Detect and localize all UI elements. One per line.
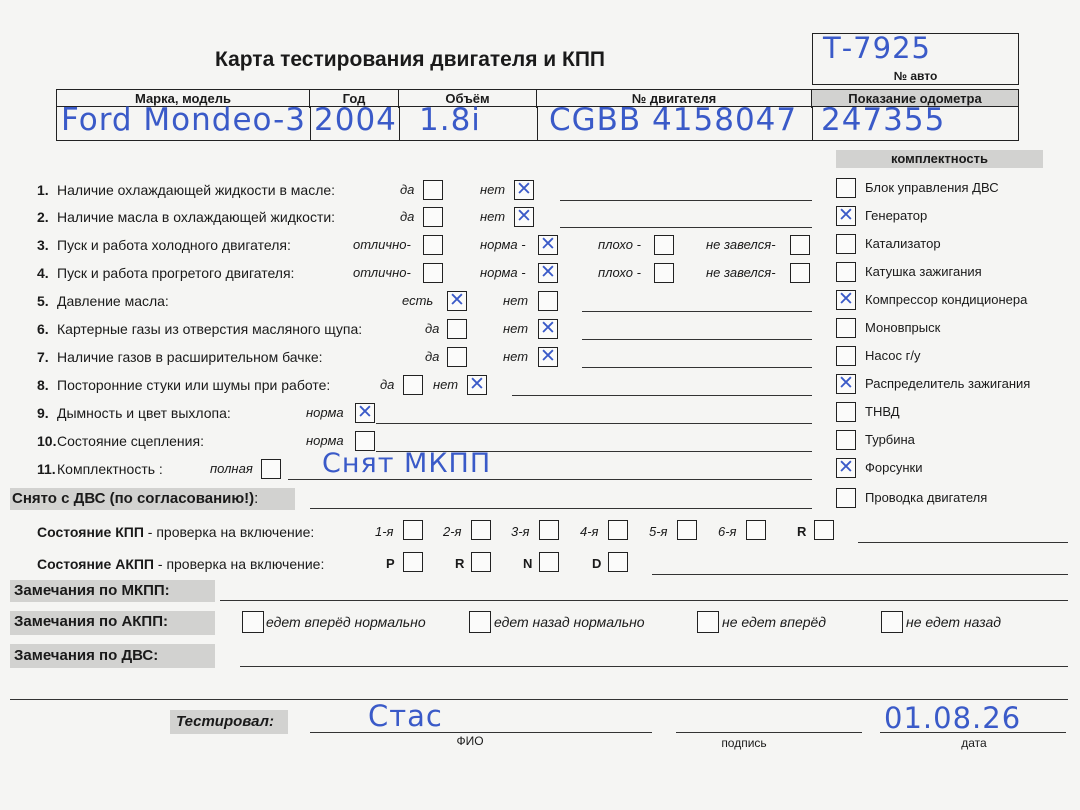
question-text: Пуск и работа прогретого двигателя: — [57, 265, 295, 281]
kpp-gear-3: 3-я — [511, 524, 530, 539]
remarks-extra-line — [10, 699, 1068, 700]
auto-number-label: № авто — [893, 69, 938, 83]
question-5 — [37, 293, 169, 309]
q3-opt-ploho: плохо - — [598, 237, 641, 252]
question-6 — [37, 321, 362, 337]
question-3 — [37, 237, 291, 253]
question-number: 10. — [37, 433, 57, 449]
q1-net-checkbox[interactable] — [514, 180, 534, 200]
kit-checkbox-turbo[interactable] — [836, 430, 856, 450]
question-7 — [37, 349, 323, 365]
removed-label — [12, 490, 258, 507]
col-divider-1 — [310, 106, 311, 140]
kpp-gear-4: 4-я — [580, 524, 599, 539]
q2-opt-da: да — [400, 209, 415, 224]
kpp-gear-6: 6-я — [718, 524, 737, 539]
question-text: Наличие масла в охлаждающей жидкости: — [57, 209, 336, 225]
date-value: 01.08.26 — [884, 701, 1022, 735]
volume-value: 1.8i — [419, 102, 481, 138]
header-table — [56, 89, 1019, 141]
q5-line — [582, 311, 812, 312]
question-text: Комплектность : — [57, 461, 163, 477]
tested-label: Тестировал: — [176, 713, 274, 730]
kpp-gear-1: 1-я — [375, 524, 394, 539]
kit-header: комплектность — [891, 151, 988, 166]
question-text: Состояние сцепления: — [57, 433, 204, 449]
kit-note-handwritten: Снят МКПП — [322, 448, 492, 479]
akpp-no-forward-checkbox[interactable] — [697, 611, 719, 633]
akpp-no-forward-label: не едет вперёд — [722, 614, 827, 630]
q2-da-checkbox[interactable] — [423, 207, 443, 227]
kit-checkbox-injectors[interactable] — [836, 458, 856, 478]
kpp-line — [858, 542, 1068, 543]
q8-net-checkbox[interactable] — [467, 375, 487, 395]
engine-number-value: CGBB 4158047 — [549, 102, 798, 138]
q2-line — [560, 227, 812, 228]
kpp-gear-1-checkbox[interactable] — [403, 520, 423, 540]
question-9 — [37, 405, 231, 421]
kit-label-ignition-coil: Катушка зажигания — [865, 264, 982, 279]
question-number: 7. — [37, 349, 49, 365]
q5-est-checkbox[interactable] — [447, 291, 467, 311]
name-line — [310, 732, 652, 733]
question-text: Посторонние стуки или шумы при работе: — [57, 377, 331, 393]
question-number: 9. — [37, 405, 49, 421]
kpp-gear-3-checkbox[interactable] — [539, 520, 559, 540]
kit-label-distributor: Распределитель зажигания — [865, 376, 1031, 391]
q8-da-checkbox[interactable] — [403, 375, 423, 395]
kit-label-injection-pump: ТНВД — [865, 404, 900, 419]
q4-ne-zavelsya-checkbox[interactable] — [790, 263, 810, 283]
date-line — [880, 732, 1066, 733]
q2-net-checkbox[interactable] — [514, 207, 534, 227]
q7-line — [582, 367, 812, 368]
question-number: 2. — [37, 209, 49, 225]
kit-label-wiring: Проводка двигателя — [865, 490, 988, 505]
q6-opt-da: да — [425, 321, 440, 336]
remarks-akpp-label: Замечания по АКПП: — [14, 613, 168, 630]
akpp-mode-r: R — [455, 556, 465, 571]
q6-net-checkbox[interactable] — [538, 319, 558, 339]
caption-date: дата — [961, 736, 987, 750]
odometer-value: 247355 — [821, 102, 946, 138]
kit-checkbox-distributor[interactable] — [836, 374, 856, 394]
question-text: Наличие газов в расширительном бачке: — [57, 349, 323, 365]
auto-number-value: Т-7925 — [823, 31, 931, 65]
col-divider-3 — [537, 106, 538, 140]
question-11 — [37, 461, 163, 477]
question-number: 11. — [37, 461, 56, 477]
col-divider-4 — [812, 106, 813, 140]
q5-opt-net: нет — [503, 293, 529, 308]
akpp-label-rest: - проверка на включение: — [154, 556, 325, 572]
question-number: 5. — [37, 293, 49, 309]
header-engine-number: № двигателя — [537, 90, 812, 108]
question-number: 4. — [37, 265, 49, 281]
question-text: Наличие охлаждающей жидкости в масле: — [57, 182, 336, 198]
q4-opt-ne-zavelsya: не завелся- — [706, 265, 776, 280]
q3-ne-zavelsya-checkbox[interactable] — [790, 235, 810, 255]
kpp-gear-5: 5-я — [649, 524, 668, 539]
question-text: Картерные газы из отверстия масляного щупа: — [57, 321, 363, 337]
q11-polnaya-checkbox[interactable] — [261, 459, 281, 479]
question-2 — [37, 209, 335, 225]
kit-label-ecu: Блок управления ДВС — [865, 180, 999, 195]
akpp-forward-ok-label: едет вперёд нормально — [266, 614, 426, 630]
kit-label-ps-pump: Насос г/у — [865, 348, 921, 363]
question-text: Дымность и цвет выхлопа: — [57, 405, 231, 421]
kit-label-turbo: Турбина — [865, 432, 915, 447]
kpp-gear-r-checkbox[interactable] — [814, 520, 834, 540]
col-divider-2 — [399, 106, 400, 140]
removed-label-tail: : — [254, 490, 259, 507]
question-4 — [37, 265, 294, 281]
auto-number-box — [812, 33, 1019, 85]
q7-opt-da: да — [425, 349, 440, 364]
q4-opt-otlichno: отлично- — [353, 265, 411, 280]
q3-otlichno-checkbox[interactable] — [423, 235, 443, 255]
q9-opt-norma: норма — [306, 405, 344, 420]
remarks-mkpp-label: Замечания по МКПП: — [14, 582, 170, 599]
kit-checkbox-wiring[interactable] — [836, 488, 856, 508]
akpp-mode-p-checkbox[interactable] — [403, 552, 423, 572]
q9-norma-checkbox[interactable] — [355, 403, 375, 423]
kit-checkbox-ecu[interactable] — [836, 178, 856, 198]
q6-opt-net: нет — [503, 321, 529, 336]
kit-label-mono-injection: Моновпрыск — [865, 320, 941, 335]
removed-label-bold: Снято с ДВС (по согласованию!) — [12, 490, 255, 507]
kpp-label-bold: Состояние КПП — [37, 524, 144, 540]
akpp-mode-n-checkbox[interactable] — [539, 552, 559, 572]
q3-opt-otlichno: отлично- — [353, 237, 411, 252]
question-number: 1. — [37, 182, 49, 198]
remarks-dvs-label: Замечания по ДВС: — [14, 647, 159, 664]
q3-opt-norma: норма - — [480, 237, 526, 252]
header-volume: Объём — [399, 90, 537, 108]
kpp-gear-5-checkbox[interactable] — [677, 520, 697, 540]
kit-label-catalyst: Катализатор — [865, 236, 941, 251]
q4-opt-ploho: плохо - — [598, 265, 641, 280]
q11-line — [288, 479, 812, 480]
header-brand: Марка, модель — [57, 90, 310, 108]
akpp-mode-n: N — [523, 556, 533, 571]
question-10 — [37, 433, 204, 449]
q1-da-checkbox[interactable] — [423, 180, 443, 200]
akpp-reverse-ok-checkbox[interactable] — [469, 611, 491, 633]
q4-norma-checkbox[interactable] — [538, 263, 558, 283]
akpp-mode-p: P — [386, 556, 395, 571]
remarks-dvs-line — [240, 666, 1068, 667]
akpp-mode-d-checkbox[interactable] — [608, 552, 628, 572]
q1-opt-da: да — [400, 182, 415, 197]
akpp-forward-ok-checkbox[interactable] — [242, 611, 264, 633]
q3-opt-ne-zavelsya: не завелся- — [706, 237, 776, 252]
q3-ploho-checkbox[interactable] — [654, 235, 674, 255]
question-number: 8. — [37, 377, 49, 393]
kpp-gear-4-checkbox[interactable] — [608, 520, 628, 540]
q11-opt-polnaya: полная — [210, 461, 253, 476]
q6-da-checkbox[interactable] — [447, 319, 467, 339]
q7-net-checkbox[interactable] — [538, 347, 558, 367]
q4-otlichno-checkbox[interactable] — [423, 263, 443, 283]
kpp-label-rest: - проверка на включение: — [143, 524, 315, 540]
kit-label-ac-compressor: Компрессор кондиционера — [865, 292, 1028, 307]
signature-line — [676, 732, 862, 733]
question-1 — [37, 182, 335, 198]
kit-checkbox-ps-pump[interactable] — [836, 346, 856, 366]
kit-checkbox-catalyst[interactable] — [836, 234, 856, 254]
kit-label-injectors: Форсунки — [865, 460, 923, 475]
kpp-gear-r: R — [797, 524, 807, 539]
kpp-gear-2-checkbox[interactable] — [471, 520, 491, 540]
akpp-no-reverse-label: не едет назад — [906, 614, 1001, 630]
brand-value: Ford Mondeo-3 — [61, 102, 306, 138]
kpp-label — [37, 524, 314, 540]
akpp-label — [37, 556, 324, 572]
kit-checkbox-injection-pump[interactable] — [836, 402, 856, 422]
question-number: 6. — [37, 321, 49, 337]
header-year: Год — [310, 90, 399, 108]
q10-opt-norma: норма — [306, 433, 344, 448]
q1-opt-net: нет — [480, 182, 506, 197]
kit-checkbox-mono-injection[interactable] — [836, 318, 856, 338]
removed-line — [310, 508, 812, 509]
kit-checkbox-ac-compressor[interactable] — [836, 290, 856, 310]
q2-opt-net: нет — [480, 209, 506, 224]
kpp-gear-6-checkbox[interactable] — [746, 520, 766, 540]
kit-label-generator: Генератор — [865, 208, 928, 223]
q7-da-checkbox[interactable] — [447, 347, 467, 367]
akpp-reverse-ok-label: едет назад нормально — [494, 614, 645, 630]
year-value: 2004 — [314, 102, 397, 138]
q1-line — [560, 200, 812, 201]
q7-opt-net: нет — [503, 349, 529, 364]
question-text: Давление масла: — [57, 293, 169, 309]
form-title: Карта тестирования двигателя и КПП — [215, 48, 606, 71]
kit-checkbox-ignition-coil[interactable] — [836, 262, 856, 282]
q5-opt-est: есть — [402, 293, 434, 308]
question-number: 3. — [37, 237, 49, 253]
header-odometer: Показание одометра — [848, 91, 982, 106]
akpp-mode-d: D — [592, 556, 602, 571]
caption-fio: ФИО — [456, 734, 484, 748]
question-text: Пуск и работа холодного двигателя: — [57, 237, 291, 253]
caption-signature: подпись — [721, 736, 767, 750]
q4-opt-norma: норма - — [480, 265, 526, 280]
q8-line — [512, 395, 812, 396]
q9-line — [376, 423, 812, 424]
q8-opt-da: да — [380, 377, 395, 392]
remarks-mkpp-line — [220, 600, 1068, 601]
kit-checkbox-generator[interactable] — [836, 206, 856, 226]
q4-ploho-checkbox[interactable] — [654, 263, 674, 283]
tester-name: Стас — [368, 699, 443, 733]
akpp-no-reverse-checkbox[interactable] — [881, 611, 903, 633]
q3-norma-checkbox[interactable] — [538, 235, 558, 255]
kpp-gear-2: 2-я — [443, 524, 462, 539]
q8-opt-net: нет — [433, 377, 459, 392]
q5-net-checkbox[interactable] — [538, 291, 558, 311]
q6-line — [582, 339, 812, 340]
akpp-mode-r-checkbox[interactable] — [471, 552, 491, 572]
question-8 — [37, 377, 330, 393]
akpp-line — [652, 574, 1068, 575]
akpp-label-bold: Состояние АКПП — [37, 556, 154, 572]
